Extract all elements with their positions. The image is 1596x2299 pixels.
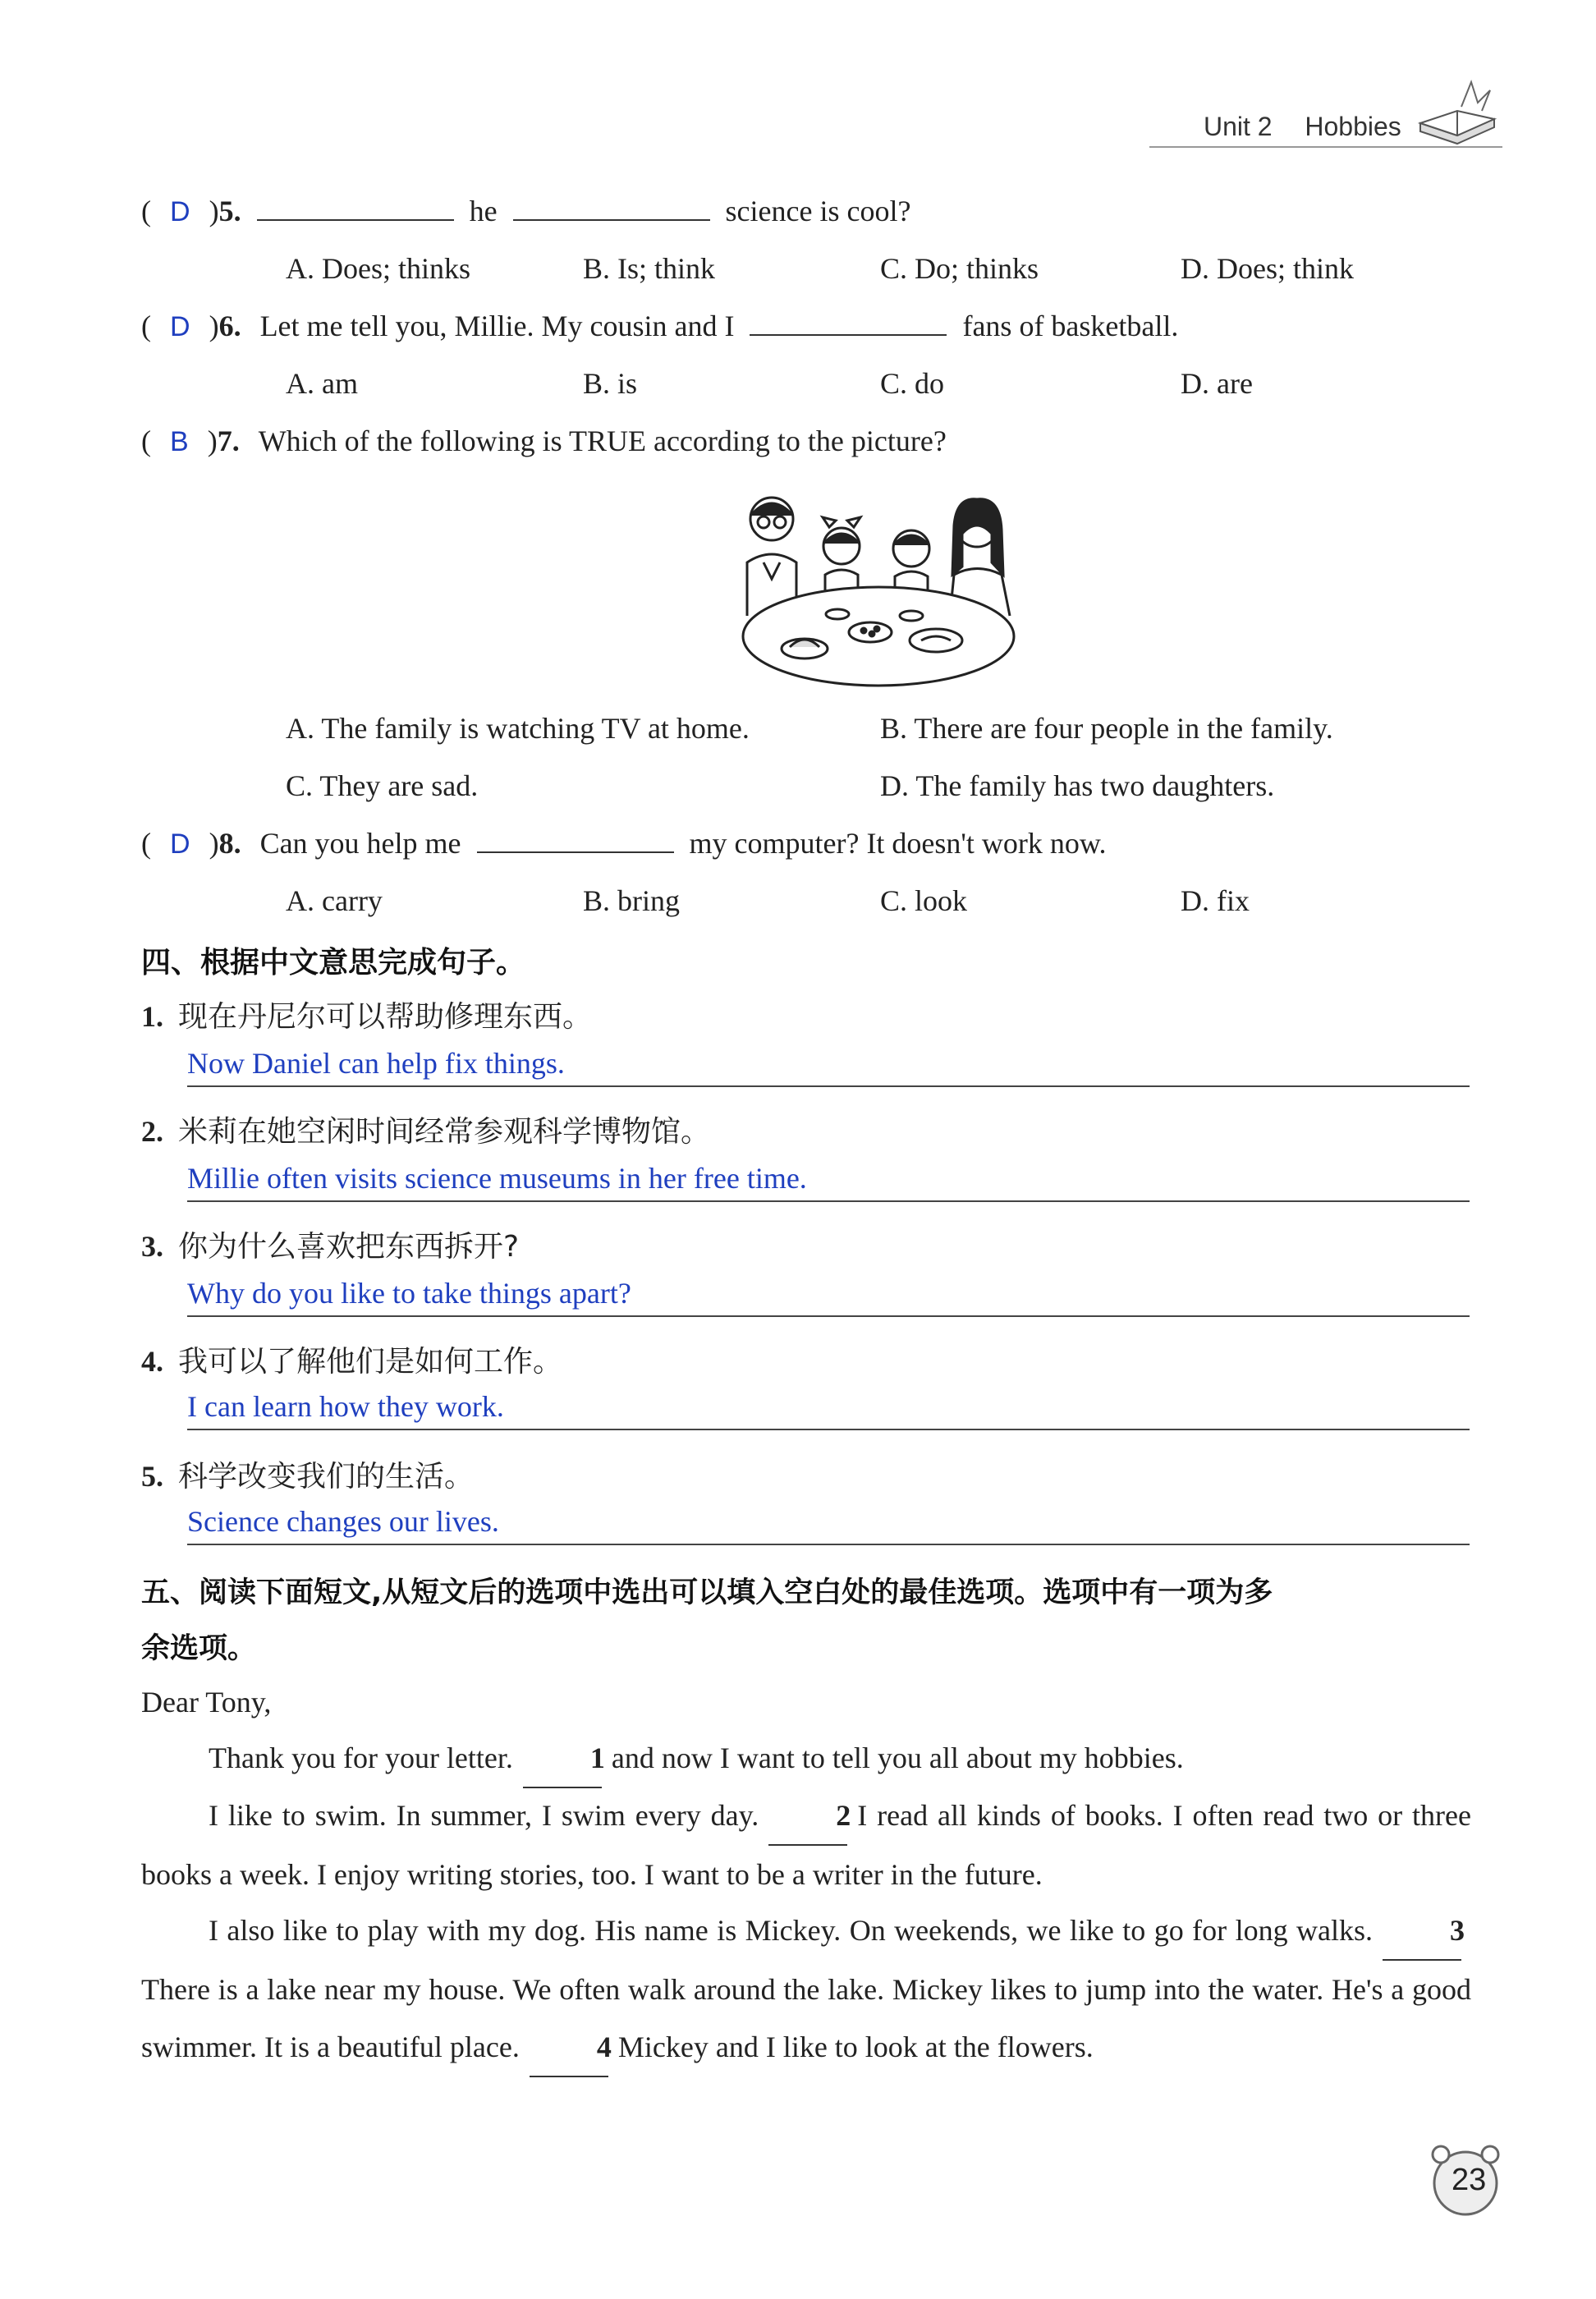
chinese-prompt: 科学改变我们的生活。 bbox=[178, 1460, 475, 1494]
stem-text: Let me tell you, Millie. My cousin and I bbox=[259, 310, 735, 342]
q8-option-d: D. fix bbox=[1181, 884, 1250, 917]
q8-option-b: B. bring bbox=[583, 884, 681, 917]
stem-text: Can you help me bbox=[259, 827, 461, 860]
section-4-heading: 四、根据中文意思完成句子。 bbox=[141, 946, 526, 980]
answer-5: D bbox=[170, 196, 190, 227]
s4-item-2 bbox=[141, 1108, 710, 1150]
question-number: 7. bbox=[217, 424, 240, 457]
item-number: 4. bbox=[141, 1345, 163, 1378]
s4-answer-5: Science changes our lives. bbox=[187, 1505, 499, 1538]
answer-line bbox=[187, 1429, 1470, 1430]
chinese-prompt: 我可以了解他们是如何工作。 bbox=[178, 1345, 563, 1379]
unit-title: Hobbies bbox=[1305, 112, 1401, 141]
q7-option-a: A. The family is watching TV at home. bbox=[286, 712, 750, 745]
stem-text: fans of basketball. bbox=[962, 310, 1179, 342]
blank-2: 2 bbox=[768, 1787, 847, 1846]
blank-3: 3 bbox=[1383, 1902, 1461, 1961]
q5-option-b: B. Is; think bbox=[583, 252, 716, 285]
paragraph-text: There is a lake near my house. We often walk around the lake. Mickey likes to jump into the water. He's a good swimmer. It is a beautiful place. bbox=[141, 1973, 1471, 2063]
answer-line bbox=[187, 1315, 1470, 1317]
s4-answer-3: Why do you like to take things apart? bbox=[187, 1277, 631, 1310]
stem-text: Which of the following is TRUE according to the picture? bbox=[258, 424, 947, 457]
paragraph-text: and now I want to tell you all about my hobbies. bbox=[611, 1741, 1184, 1774]
paragraph-text: Mickey and I like to look at the flowers. bbox=[617, 2031, 1094, 2063]
s4-answer-1: Now Daniel can help fix things. bbox=[187, 1047, 565, 1080]
blank bbox=[477, 827, 674, 853]
answer-line bbox=[187, 1085, 1470, 1087]
blank bbox=[750, 310, 947, 336]
stem-text: my computer? It doesn't work now. bbox=[689, 827, 1107, 860]
q5-option-a: A. Does; thinks bbox=[286, 252, 470, 285]
header bbox=[1204, 112, 1401, 142]
answer-7: B bbox=[170, 426, 189, 457]
stem-text: he bbox=[469, 195, 498, 227]
letter-paragraph-3 bbox=[141, 1902, 1471, 2077]
stem-text: science is cool? bbox=[725, 195, 911, 227]
q6-option-c: C. do bbox=[880, 367, 945, 400]
question-number: 8. bbox=[218, 827, 241, 860]
chinese-prompt: 你为什么喜欢把东西拆开? bbox=[178, 1230, 520, 1264]
answer-line bbox=[187, 1200, 1470, 1202]
s4-item-5 bbox=[141, 1453, 474, 1495]
q6-option-d: D. are bbox=[1181, 367, 1253, 400]
paragraph-text: Thank you for your letter. bbox=[209, 1741, 513, 1774]
chinese-prompt: 现在丹尼尔可以帮助修理东西。 bbox=[178, 1000, 593, 1034]
q5-option-d: D. Does; think bbox=[1181, 252, 1354, 285]
item-number: 1. bbox=[141, 1000, 163, 1033]
chinese-prompt: 米莉在她空闲时间经常参观科学博物馆。 bbox=[178, 1115, 711, 1149]
blank bbox=[257, 195, 454, 221]
question-5: ( D )5. he science is cool? bbox=[141, 195, 911, 227]
book-icon bbox=[1412, 66, 1502, 148]
item-number: 2. bbox=[141, 1115, 163, 1148]
section-5-heading-line1: 五、阅读下面短文,从短文后的选项中选出可以填入空白处的最佳选项。选项中有一项为多 bbox=[141, 1576, 1273, 1609]
paragraph-text: I also like to play with my dog. His name is Mickey. On weekends, we like to go for long walks. bbox=[209, 1914, 1373, 1947]
letter-greeting: Dear Tony, bbox=[141, 1686, 272, 1719]
letter-paragraph-1 bbox=[141, 1729, 1471, 1788]
s4-item-3 bbox=[141, 1223, 519, 1265]
question-6: ( D )6. Let me tell you, Millie. My cousin and I fans of basketball. bbox=[141, 310, 1179, 342]
paragraph-text: I like to swim. In summer, I swim every day. bbox=[209, 1799, 759, 1832]
blank bbox=[513, 195, 710, 221]
paragraph-text: I read all kinds of books. I often read two or three books a week. I enjoy writing stories, too. I want to be a writer in the future. bbox=[141, 1799, 1471, 1891]
question-number: 5. bbox=[218, 195, 241, 227]
q5-option-c: C. Do; thinks bbox=[880, 252, 1039, 285]
s4-answer-2: Millie often visits science museums in her free time. bbox=[187, 1162, 807, 1195]
q6-option-a: A. am bbox=[286, 367, 358, 400]
s4-item-4 bbox=[141, 1338, 562, 1380]
question-7: ( B )7. Which of the following is TRUE according to the picture? bbox=[141, 424, 947, 457]
unit-label: Unit 2 bbox=[1204, 112, 1273, 141]
q7-option-d: D. The family has two daughters. bbox=[880, 769, 1275, 802]
page-number: 23 bbox=[1452, 2163, 1487, 2197]
blank-4: 4 bbox=[530, 2018, 608, 2077]
q6-option-b: B. is bbox=[583, 367, 638, 400]
q8-option-a: A. carry bbox=[286, 884, 383, 917]
blank-1: 1 bbox=[523, 1729, 602, 1788]
question-number: 6. bbox=[218, 310, 241, 342]
s4-item-1 bbox=[141, 993, 592, 1035]
q7-option-b: B. There are four people in the family. bbox=[880, 712, 1333, 745]
family-dinner-illustration bbox=[731, 484, 1026, 690]
answer-6: D bbox=[170, 311, 190, 342]
s4-answer-4: I can learn how they work. bbox=[187, 1390, 504, 1423]
q7-option-c: C. They are sad. bbox=[286, 769, 479, 802]
q8-option-c: C. look bbox=[880, 884, 968, 917]
letter-paragraph-2 bbox=[141, 1787, 1471, 1903]
answer-8: D bbox=[170, 828, 190, 860]
item-number: 3. bbox=[141, 1230, 163, 1263]
item-number: 5. bbox=[141, 1460, 163, 1493]
answer-line bbox=[187, 1544, 1470, 1545]
question-8: ( D )8. Can you help me my computer? It doesn't work now. bbox=[141, 827, 1107, 860]
section-5-heading-line2: 余选项。 bbox=[141, 1632, 257, 1665]
